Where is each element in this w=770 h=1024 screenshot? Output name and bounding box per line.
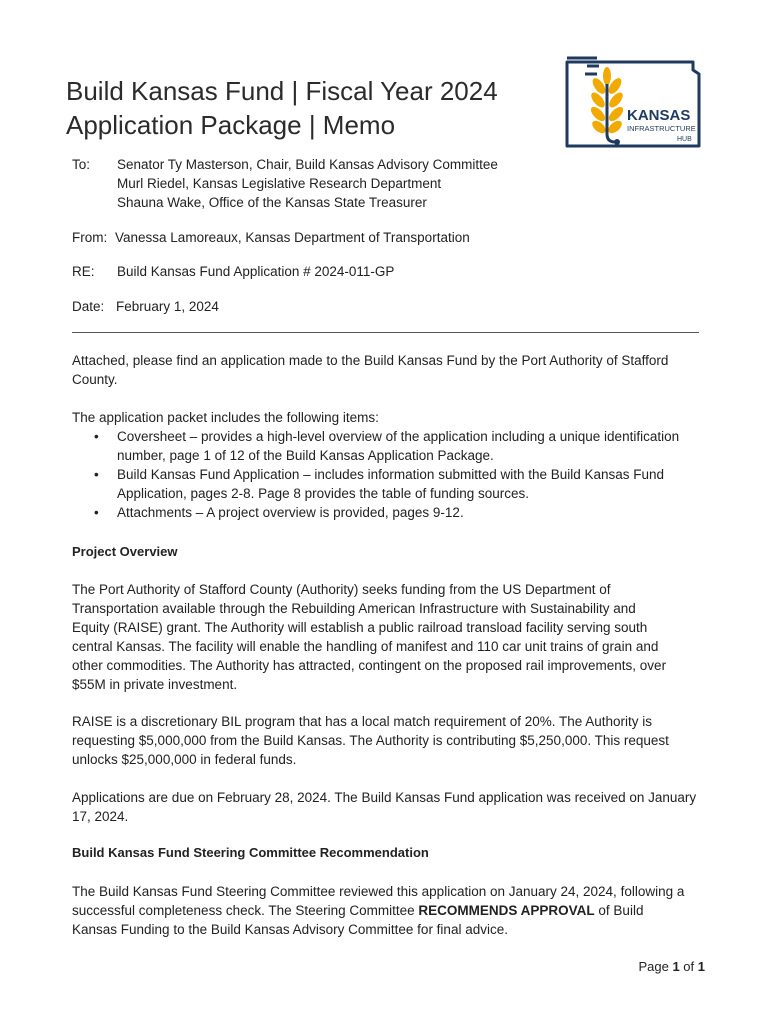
- logo-word: KANSAS: [627, 107, 691, 124]
- title-line-2: Application Package | Memo: [66, 110, 396, 140]
- packet-intro: The application packet includes the following items:: [72, 410, 379, 425]
- rec-text-1: The Build Kansas Fund Steering Committee reviewed this application on January 24, 2024, following a successful completeness check. The Steering Committee: [72, 884, 685, 918]
- list-item-text: Coversheet – provides a high-level overview of the application including a unique identification number, page 1 of 12 of the Build Kansas Application Package.: [117, 429, 680, 463]
- memo-re: [72, 262, 672, 281]
- list-item-text: Attachments – A project overview is provided, pages 9-12.: [117, 505, 464, 520]
- memo-date: [72, 297, 672, 316]
- recommendation-heading: Build Kansas Fund Steering Committee Recommendation: [72, 845, 429, 860]
- page-total: 1: [697, 959, 705, 974]
- from-label: From:: [72, 230, 108, 245]
- list-item: [72, 465, 702, 503]
- page-number: [638, 958, 705, 976]
- recipient-1: Senator Ty Masterson, Chair, Build Kansas Advisory Committee: [117, 157, 498, 172]
- recommendation-paragraph: [72, 882, 692, 939]
- rec-emphasis: RECOMMENDS APPROVAL: [418, 903, 595, 918]
- document-title: [66, 74, 526, 142]
- memo-to: [72, 155, 632, 215]
- list-item: [72, 427, 702, 465]
- page-word: Page: [638, 959, 669, 974]
- date-value: February 1, 2024: [116, 299, 219, 314]
- date-label: Date:: [72, 299, 105, 314]
- recipient-2: Murl Riedel, Kansas Legislative Research Department: [117, 176, 442, 191]
- intro-paragraph: Attached, please find an application made to the Build Kansas Fund by the Port Authority of Stafford County.: [72, 353, 669, 387]
- of-word: of: [683, 959, 695, 974]
- rec-text-2: of Build Kansas Funding to the Build Kansas Advisory Committee for final advice.: [72, 903, 644, 937]
- project-paragraph-3: Applications are due on February 28, 2024. The Build Kansas Fund application was received on January 17, 2024.: [72, 790, 697, 824]
- re-value: Build Kansas Fund Application # 2024-011-GP: [117, 264, 395, 279]
- list-item-text: Build Kansas Fund Application – includes information submitted with the Build Kansas Fund Application, pages 2-8. Page 8 provides the table of funding sources.: [117, 467, 665, 501]
- list-item: [72, 503, 702, 522]
- kansas-infrastructure-hub-logo: [563, 54, 705, 152]
- recipient-3: Shauna Wake, Office of the Kansas State Treasurer: [117, 195, 427, 210]
- project-paragraph-1: The Port Authority of Stafford County (Authority) seeks funding from the US Department of Transportation available through the Rebuilding American Infrastructure with Sustainability and Equity (RAISE) grant. The Authority will establish a public railroad transload facility serving south central Kansas. The facility will enable the handling of manifest and 110 car unit trains of grain and other commodities. The Authority has attracted, contingent on the proposed rail improvements, over $55M in private investment.: [72, 582, 667, 692]
- packet-items-list: [72, 427, 702, 522]
- from-value: Vanessa Lamoreaux, Kansas Department of Transportation: [115, 230, 470, 245]
- title-line-1: Build Kansas Fund | Fiscal Year 2024: [66, 76, 498, 106]
- logo-hub: HUB: [677, 136, 692, 143]
- logo-subtitle: INFRASTRUCTURE: [627, 124, 696, 133]
- re-label: RE:: [72, 264, 95, 279]
- bullet-icon: •: [94, 505, 99, 520]
- bullet-icon: •: [94, 429, 99, 444]
- to-label: To:: [72, 157, 91, 172]
- project-paragraph-2: RAISE is a discretionary BIL program that has a local match requirement of 20%. The Authority is requesting $5,000,000 from the Build Kansas. The Authority is contributing $5,250,000. This request unlocks $25,000,000 in federal funds.: [72, 714, 669, 767]
- project-overview-heading: Project Overview: [72, 544, 178, 559]
- memo-from: [72, 228, 672, 247]
- to-recipients: [117, 155, 577, 212]
- page-current: 1: [672, 959, 680, 974]
- bullet-icon: •: [94, 467, 99, 482]
- header-divider: [72, 332, 699, 333]
